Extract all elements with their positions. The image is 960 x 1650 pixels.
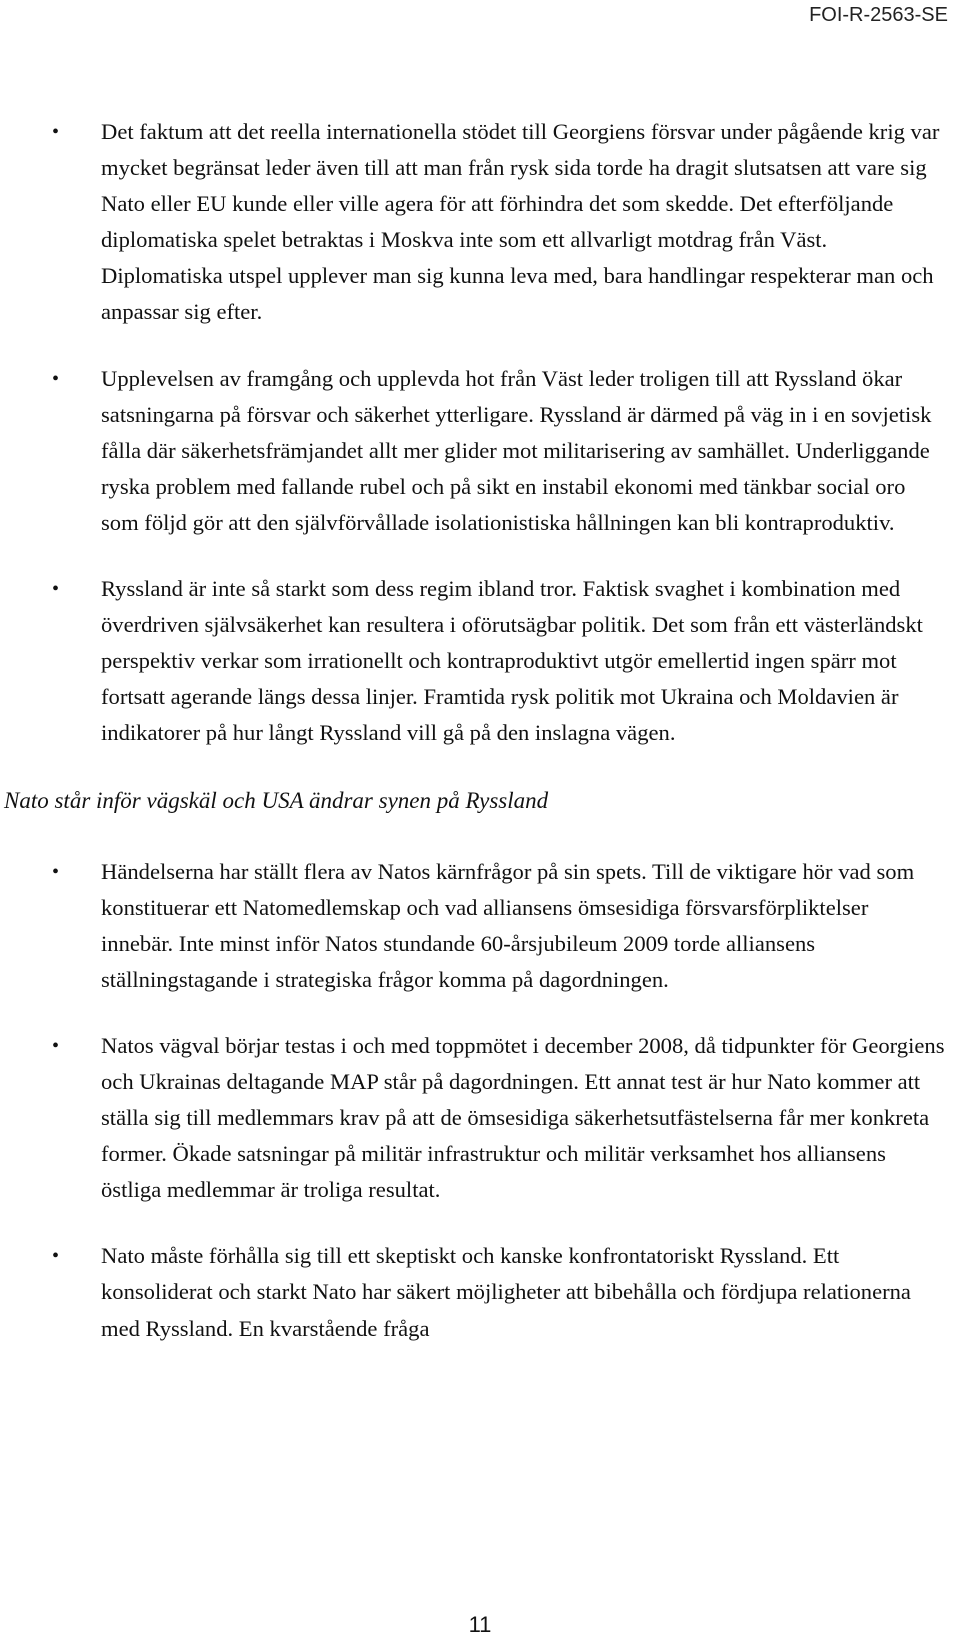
bullet-item bbox=[0, 361, 960, 541]
page-number: 11 bbox=[468, 1612, 492, 1637]
bullet-text: • Händelserna har ställt flera av Natos kärnfrågor på sin spets. Till de viktigare hör vad som konstituerar ett Natomedlemskap och vad alliansens ömsesidiga försvarsförpliktelser innebär. Inte minst inför Natos stundande 60-årsjubileum 2009 torde alliansens ställningstagande i strategiska frågor komma på dagordningen. bbox=[101, 858, 915, 992]
bullet-text: • Upplevelsen av framgång och upplevda hot från Väst leder troligen till att Ryssland ökar satsningarna på försvar och säkerhet ytterligare. Ryssland är därmed på väg in i en sovjetisk fålla där säkerhetsfrämjandet allt mer glider mot militarisering av samhället. Underliggande ryska problem med fallande rubel och på sikt en instabil ekonomi med tänkbar social oro som följd gör att den självförvållade isolationistiska hållningen kan bli kontraproduktiv. bbox=[101, 365, 932, 535]
bullet-item bbox=[0, 1028, 960, 1208]
bullet-text: • Nato måste förhålla sig till ett skeptiskt och kanske konfrontatoriskt Ryssland. Ett konsoliderat och starkt Nato har säkert möjligheter att bibehålla och fördjupa relationerna med Ryssland. En kvarstående fråga bbox=[101, 1243, 911, 1341]
report-id: FOI-R-2563-SE bbox=[809, 4, 948, 26]
bullet-item bbox=[0, 1238, 960, 1346]
bullet-item bbox=[0, 114, 960, 331]
document-body bbox=[0, 114, 960, 1347]
bullet-item bbox=[0, 571, 960, 751]
bullet-text: • Natos vägval börjar testas i och med toppmötet i december 2008, då tidpunkter för Georgiens och Ukrainas deltagande MAP står på dagordningen. Ett annat test är hur Nato kommer att ställa sig till medlemmars krav på att de ömsesidiga säkerhetsutfästelserna får mer konkreta former. Ökade satsningar på militär infrastruktur och militär verksamhet hos alliansens östliga medlemmar är troliga resultat. bbox=[101, 1032, 945, 1203]
bullet-item bbox=[0, 854, 960, 998]
bullet-text: • Det faktum att det reella internationella stödet till Georgiens försvar under pågående krig var mycket begränsat leder även till att man från rysk sida torde ha dragit slutsatsen att vare sig Nato eller EU kunde eller ville agera för att förhindra det som skedde. Det efterföljande diplomatiska spelet betraktas i Moskva inte som ett allvarligt motdrag från Väst. Diplomatiska utspel upplever man sig kunna leva med, bara handlingar respekterar man och anpassar sig efter. bbox=[101, 119, 940, 325]
section-heading: Nato står inför vägskäl och USA ändrar synen på Ryssland bbox=[4, 787, 549, 813]
bullet-text: • Ryssland är inte så starkt som dess regim ibland tror. Faktisk svaghet i kombination med överdriven självsäkerhet kan resultera i oförutsägbar politik. Det som från ett västerländskt perspektiv verkar som irrationellt och kontraproduktivt utgör emellertid ingen spärr mot fortsatt agerande längs dessa linjer. Framtida rysk politik mot Ukraina och Moldavien är indikatorer på hur långt Ryssland vill gå på den inslagna vägen. bbox=[101, 576, 923, 746]
